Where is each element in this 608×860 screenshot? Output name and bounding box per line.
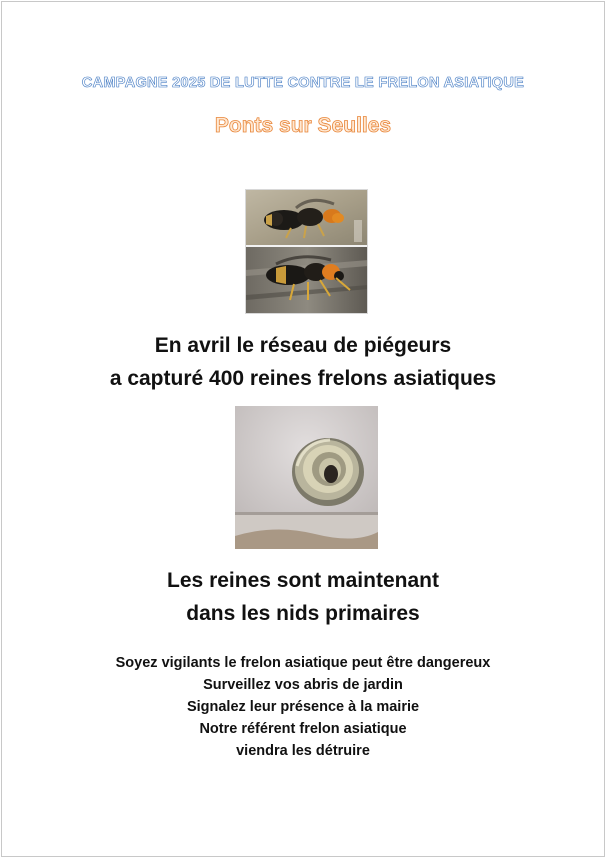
headline-capture-line1: En avril le réseau de piégeurs: [154, 334, 452, 357]
headline-capture-line2: a capturé 400 reines frelons asiatiques: [109, 367, 497, 390]
headline-nests: [2, 564, 604, 630]
document-page: [1, 1, 605, 857]
town-name: Ponts sur Seulles: [214, 114, 392, 137]
advice-line: viendra les détruire: [236, 743, 370, 759]
advice-line: Surveillez vos abris de jardin: [203, 677, 403, 693]
advice-line: Notre référent frelon asiatique: [199, 721, 407, 737]
primary-nest-photo: [235, 406, 378, 549]
headline-capture: [2, 329, 604, 395]
advice-line: Signalez leur présence à la mairie: [186, 699, 420, 715]
headline-nests-line1: Les reines sont maintenant: [167, 569, 439, 592]
campaign-title: CAMPAGNE 2025 DE LUTTE CONTRE LE FRELON ASIATIQUE: [81, 75, 525, 91]
headline-nests-line2: dans les nids primaires: [186, 602, 420, 625]
advice-block: [2, 652, 604, 762]
advice-line: Soyez vigilants le frelon asiatique peut être dangereux: [115, 655, 491, 671]
hornet-photo: [245, 189, 368, 314]
